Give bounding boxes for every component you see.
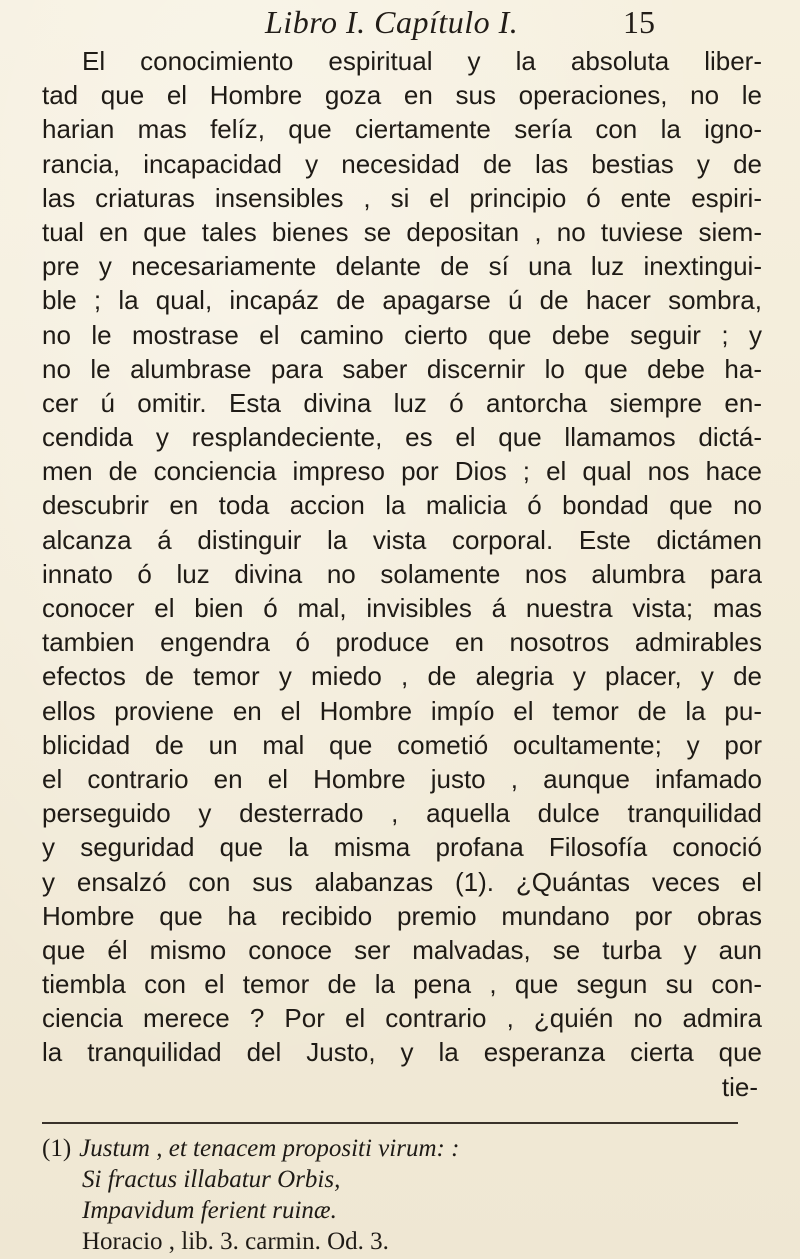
text-line: tad que el Hombre goza en sus operaciones, no le — [42, 80, 762, 111]
body-text — [42, 44, 762, 1104]
text-line: perseguido y desterrado , aquella dulce tranquilidad — [42, 798, 762, 829]
text-line: blicidad de un mal que cometió ocultamente; y por — [42, 729, 762, 760]
text-line: el contrario en el Hombre justo , aunque infamado — [42, 763, 762, 794]
text-line: y ensalzó con sus alabanzas (1). ¿Quántas veces el — [42, 866, 762, 897]
text-line: ble ; la qual, incapáz de apagarse ú de hacer sombra, — [42, 285, 762, 316]
footnote-line: Si fractus illabatur Orbis, — [82, 1166, 341, 1193]
text-line: que él mismo conoce ser malvadas, se turba y aun — [42, 934, 762, 965]
text-line: Hombre que ha recibido premio mundano por obras — [42, 900, 762, 931]
page-header — [0, 4, 800, 44]
text-line: tiembla con el temor de la pena , que segun su con- — [42, 969, 762, 1000]
text-line: no le mostrase el camino cierto que debe seguir ; y — [42, 319, 762, 350]
text-line: la tranquilidad del Justo, y la esperanza cierta que — [42, 1037, 762, 1068]
text-line: conocer el bien ó mal, invisibles á nuestra vista; mas — [42, 593, 762, 623]
footnote — [42, 1133, 762, 1257]
text-line: ellos proviene en el Hombre impío el temor de la pu- — [42, 695, 762, 726]
text-line: descubrir en toda accion la malicia ó bondad que no — [42, 490, 762, 521]
text-line: men de conciencia impreso por Dios ; el qual nos hace — [42, 456, 762, 487]
text-line: tambien engendra ó produce en nosotros admirables — [42, 627, 762, 658]
text-line: y seguridad que la misma profana Filosofía conoció — [42, 832, 762, 863]
text-line: efectos de temor y miedo , de alegria y placer, y de — [42, 661, 762, 692]
text-line: tual en que tales bienes se depositan , no tuviese siem- — [42, 216, 762, 247]
footnote-text: Justum , et tenacem propositi virum: : — [79, 1135, 460, 1162]
running-head: Libro I. Capítulo I. — [265, 4, 519, 40]
text-line: no le alumbrase para saber discernir lo que debe ha- — [42, 353, 762, 384]
catchword: tie- — [721, 1071, 758, 1102]
text-line: cendida y resplandeciente, es el que llamamos dictá- — [42, 422, 762, 453]
text-line: harian mas felíz, que ciertamente sería con la igno- — [42, 114, 762, 145]
page-number: 15 — [623, 4, 655, 40]
text-line: innato ó luz divina no solamente nos alumbra para — [42, 558, 762, 589]
footnote-citation: Horacio , lib. 3. carmin. Od. 3. — [82, 1228, 389, 1255]
text-line: pre y necesariamente delante de sí una luz inextingui- — [42, 251, 762, 282]
footnote-divider — [42, 1122, 738, 1124]
text-line: alcanza á distinguir la vista corporal. Este dictámen — [42, 524, 762, 555]
text-line: cer ú omitir. Esta divina luz ó antorcha siempre en- — [42, 387, 762, 418]
footnote-line: Impavidum ferient ruinæ. — [82, 1197, 337, 1224]
text-line: ciencia merece ? Por el contrario , ¿quién no admira — [42, 1003, 762, 1034]
text-line: las criaturas insensibles , si el principio ó ente espiri- — [42, 182, 762, 213]
text-line: rancia, incapacidad y necesidad de las bestias y de — [42, 148, 762, 179]
footnote-marker: (1) — [42, 1135, 72, 1162]
footnote-line — [42, 1133, 762, 1164]
text-line: El conocimiento espiritual y la absoluta liber- — [82, 46, 762, 76]
